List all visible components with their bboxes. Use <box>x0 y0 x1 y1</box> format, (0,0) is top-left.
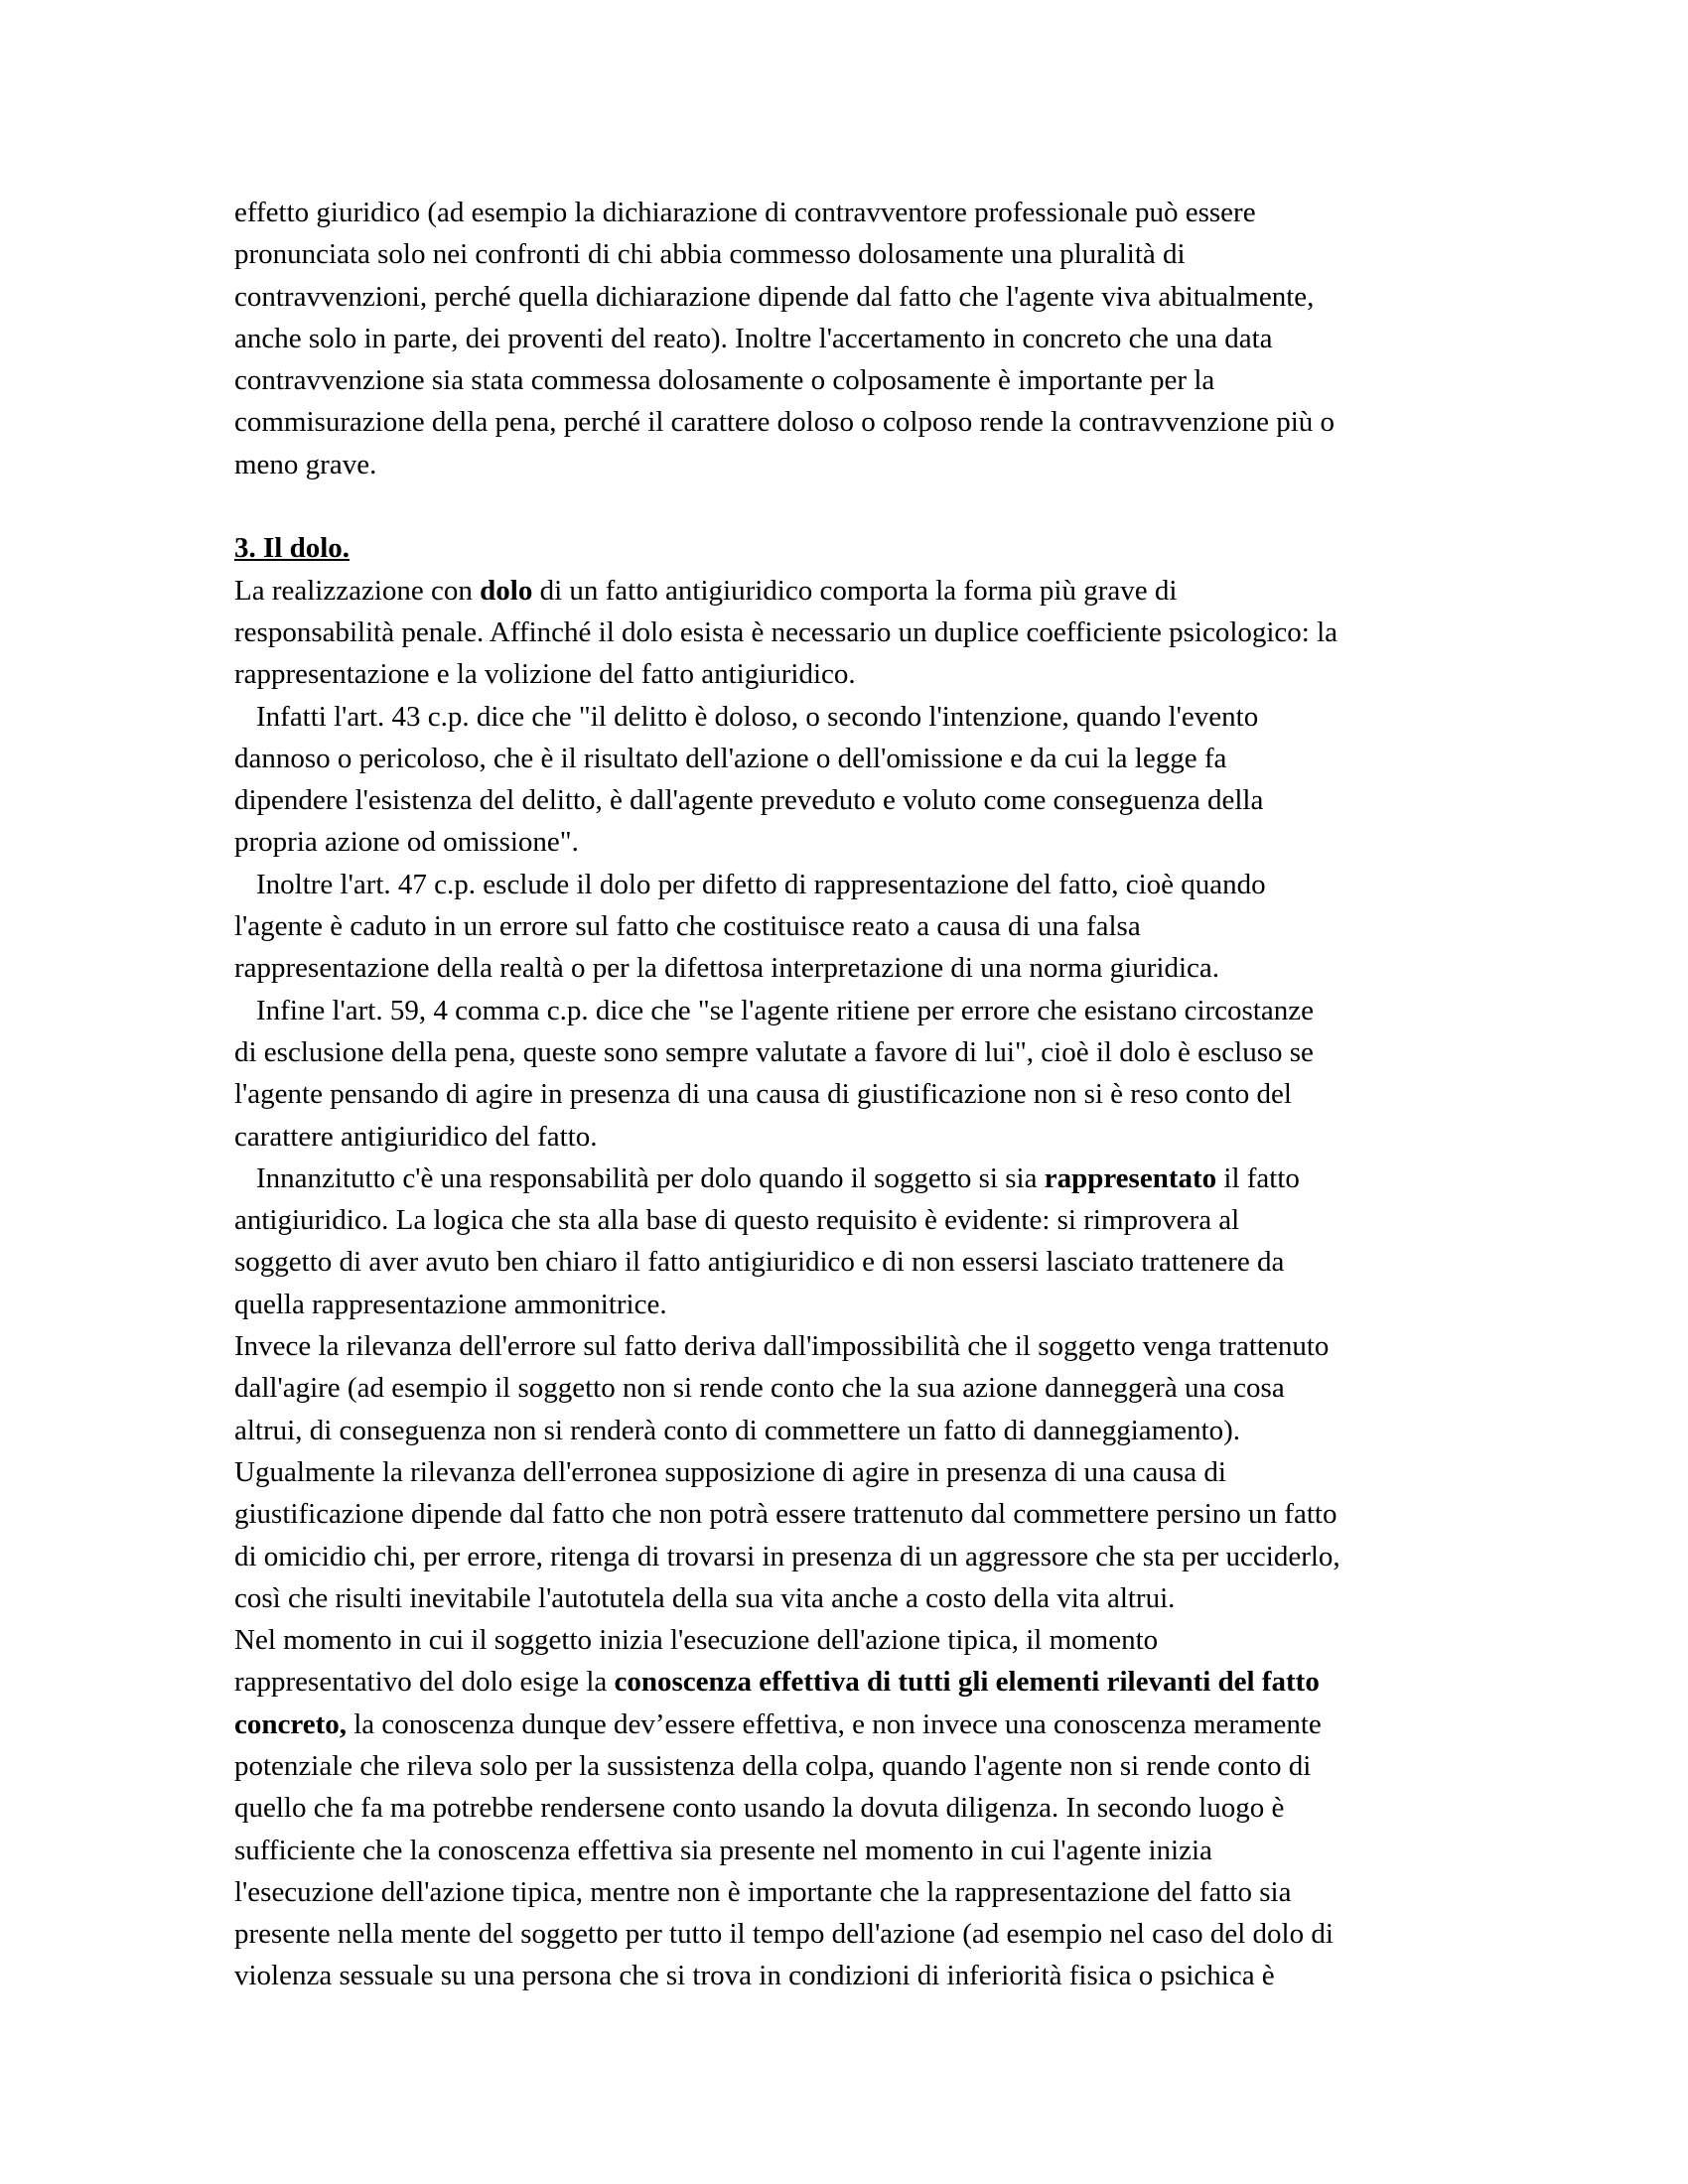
text-run: di un fatto antigiuridico comporta la forma più grave di <box>532 574 1178 607</box>
text-line: l'agente è caduto in un errore sul fatto che costituisce reato a causa di una falsa <box>234 910 1141 943</box>
text-line: l'agente pensando di agire in presenza di una causa di giustificazione non si è reso conto del <box>234 1078 1292 1111</box>
text-line: così che risulti inevitabile l'autotutela della sua vita anche a costo della vita altrui. <box>234 1581 1176 1614</box>
text-line: responsabilità penale. Affinché il dolo esista è necessario un duplice coefficiente psicologico: la <box>234 615 1338 648</box>
text-line: soggetto di aver avuto ben chiaro il fatto antigiuridico e di non essersi lasciato trattenere da <box>234 1246 1285 1279</box>
text-line <box>234 1158 1476 1199</box>
text-line: sufficiente che la conoscenza effettiva sia presente nel momento in cui l'agente inizia <box>234 1834 1212 1866</box>
text-line: antigiuridico. La logica che sta alla base di questo requisito è evidente: si rimprovera al <box>234 1204 1240 1237</box>
text-line: effetto giuridico (ad esempio la dichiarazione di contravventore professionale può essere <box>234 197 1256 228</box>
text-line <box>234 570 1476 612</box>
text-run: la conoscenza dunque dev’essere effettiva, e non invece una conoscenza meramente <box>347 1707 1322 1740</box>
bold-term: conoscenza effettiva di tutti gli elementi rilevanti del fatto <box>614 1666 1320 1699</box>
bold-term: rappresentato <box>1044 1161 1217 1194</box>
text-line: rappresentazione della realtà o per la difettosa interpretazione di una norma giuridica. <box>234 952 1219 985</box>
text-line <box>234 1661 1476 1703</box>
text-line: dannoso o pericoloso, che è il risultato dell'azione o dell'omissione e da cui la legge fa <box>234 742 1227 774</box>
text-line: Invece la rilevanza dell'errore sul fatto deriva dall'impossibilità che il soggetto venga trattenuto <box>234 1330 1330 1363</box>
text-line: pronunciata solo nei confronti di chi abbia commesso dolosamente una pluralità di <box>234 238 1186 271</box>
text-line: Inoltre l'art. 47 c.p. esclude il dolo per difetto di rappresentazione del fatto, cioè quando <box>256 868 1266 900</box>
text-line: Ugualmente la rilevanza dell'erronea supposizione di agire in presenza di una causa di <box>234 1455 1226 1488</box>
text-line: quello che fa ma potrebbe rendersene conto usando la dovuta diligenza. In secondo luogo è <box>234 1792 1285 1825</box>
text-line: commisurazione della pena, perché il carattere doloso o colposo rende la contravvenzione più o <box>234 406 1336 439</box>
text-line: dipendere l'esistenza del delitto, è dall'agente preveduto e voluto come conseguenza della <box>234 784 1264 817</box>
text-run: Innanzitutto c'è una responsabilità per dolo quando il soggetto si sia <box>256 1161 1045 1194</box>
text-line: l'esecuzione dell'azione tipica, mentre non è importante che la rappresentazione del fatto sia <box>234 1875 1292 1908</box>
bold-term: dolo <box>480 574 533 607</box>
text-line: potenziale che rileva solo per la sussistenza della colpa, quando l'agente non si rende conto di <box>234 1749 1312 1782</box>
text-line: presente nella mente del soggetto per tutto il tempo dell'azione (ad esempio nel caso del dolo di <box>234 1918 1334 1951</box>
text-line: giustificazione dipende dal fatto che non potrà essere trattenuto dal commettere persino un fatto <box>234 1498 1337 1531</box>
section-heading: 3. Il dolo. <box>234 532 351 565</box>
text-line <box>234 1704 1476 1745</box>
text-line: contravvenzioni, perché quella dichiarazione dipende dal fatto che l'agente viva abitualmente, <box>234 280 1315 313</box>
text-line: propria azione od omissione". <box>234 826 579 859</box>
text-line: violenza sessuale su una persona che si trova in condizioni di inferiorità fisica o psichica è <box>234 1960 1275 1992</box>
text-run: rappresentativo del dolo esige la <box>234 1666 615 1699</box>
text-line: Infatti l'art. 43 c.p. dice che "il delitto è doloso, o secondo l'intenzione, quando l'evento <box>256 700 1259 733</box>
bold-term: concreto, <box>234 1707 347 1740</box>
blank-line <box>234 485 1476 527</box>
text-line: rappresentazione e la volizione del fatto antigiuridico. <box>234 658 856 691</box>
text-line: quella rappresentazione ammonitrice. <box>234 1288 667 1320</box>
text-line: altrui, di conseguenza non si renderà conto di commettere un fatto di danneggiamento). <box>234 1414 1241 1446</box>
document-body <box>234 192 1476 1997</box>
text-run: il fatto <box>1216 1161 1300 1194</box>
text-line: contravvenzione sia stata commessa dolosamente o colposamente è importante per la <box>234 364 1215 397</box>
text-line: anche solo in parte, dei proventi del reato). Inoltre l'accertamento in concreto che una data <box>234 322 1273 354</box>
text-line: carattere antigiuridico del fatto. <box>234 1120 598 1153</box>
text-line: di esclusione della pena, queste sono sempre valutate a favore di lui", cioè il dolo è escluso se <box>234 1035 1314 1068</box>
text-line: Nel momento in cui il soggetto inizia l'esecuzione dell'azione tipica, il momento <box>234 1624 1159 1657</box>
text-line: dall'agire (ad esempio il soggetto non si rende conto che la sua azione danneggerà una cosa <box>234 1372 1285 1405</box>
text-line: di omicidio chi, per errore, ritenga di trovarsi in presenza di un aggressore che sta per ucciderlo, <box>234 1540 1340 1572</box>
text-run: La realizzazione con <box>234 574 481 607</box>
text-line: Infine l'art. 59, 4 comma c.p. dice che "se l'agente ritiene per errore che esistano circostanze <box>256 994 1314 1026</box>
text-line: meno grave. <box>234 448 377 480</box>
